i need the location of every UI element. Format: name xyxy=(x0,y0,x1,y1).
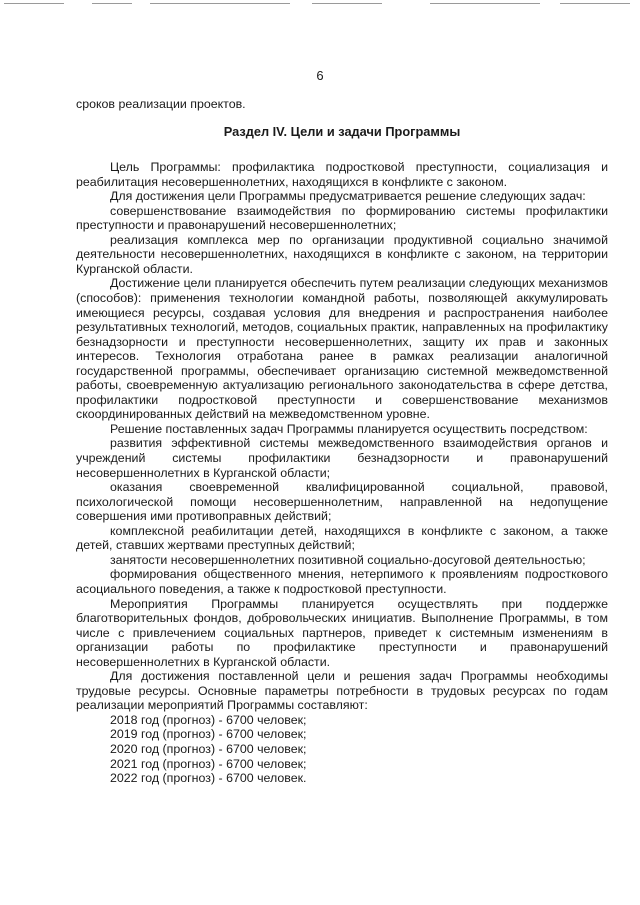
paragraph-measure-2: оказания своевременной квалифицированной социальной, правовой, психологической помощи несовершеннолетним, направленной на недопущение совершения ими противоправных действий; xyxy=(76,480,608,524)
paragraph-labor-resources: Для достижения поставленной цели и решения задач Программы необходимы трудовые ресурсы. Основные параметры потребности в трудовых ресурсах по годам реализации мероприятий Программы составляют: xyxy=(76,669,608,713)
forecast-2018: 2018 год (прогноз) - 6700 человек; xyxy=(110,712,307,727)
paragraph-activities: Мероприятия Программы планируется осуществлять при поддержке благотворительных фондов, добровольческих инициатив. Выполнение Программы, в том числе с привлечением социальных партнеров, приведет к системным изменениям в организации работы по профилактике преступности и правонарушений несовершеннолетних в Курганской области. xyxy=(76,596,608,669)
document-body xyxy=(76,97,608,786)
carryover-text: сроков реализации проектов. xyxy=(76,97,246,111)
forecast-2020: 2020 год (прогноз) - 6700 человек; xyxy=(110,741,307,756)
paragraph-task-2: реализация комплекса мер по организации продуктивной социально значимой деятельности несовершеннолетних, находящихся в конфликте с законом, на территории Курганской области. xyxy=(76,232,608,276)
paragraph-measure-5: формирования общественного мнения, нетерпимого к проявлениям подросткового асоциального поведения, а также к подростковой преступности. xyxy=(76,567,608,596)
section-title: Раздел IV. Цели и задачи Программы xyxy=(223,123,461,139)
paragraph-solution-intro: Решение поставленных задач Программы планируется осуществить посредством: xyxy=(110,421,588,436)
forecast-2021: 2021 год (прогноз) - 6700 человек; xyxy=(110,756,307,771)
forecast-2019: 2019 год (прогноз) - 6700 человек; xyxy=(110,727,307,742)
paragraph-tasks-intro: Для достижения цели Программы предусматривается решение следующих задач: xyxy=(110,189,586,204)
paragraph-task-1: совершенствование взаимодействия по формированию системы профилактики преступности и правонарушений несовершеннолетних; xyxy=(76,203,608,233)
paragraph-measure-3: комплексной реабилитации детей, находящихся в конфликте с законом, а также детей, ставших жертвами преступных действий; xyxy=(76,523,608,553)
paragraph-measure-4: занятости несовершеннолетних позитивной социально-досуговой деятельностью; xyxy=(110,552,586,567)
paragraph-mechanisms: Достижение цели планируется обеспечить путем реализации следующих механизмов (способов): применения технологии командной работы, позволяющей аккумулировать имеющиеся ресурсы, создавая условия для внедрения и распространения наиболее результативных технологий, методов, социальных практик, направленных на профилактику безнадзорности и преступности несовершеннолетних, защиту их прав и законных интересов. Технология отработана ранее в рамках реализации аналогичной государственной программы, обеспечивает организацию системной межведомственной работы, своевременную актуализацию регионального законодательства в сфере детства, профилактики подростковой преступности и совершенствование механизмов скоординированных действий на межведомственном уровне. xyxy=(76,276,608,422)
forecast-2022: 2022 год (прогноз) - 6700 человек. xyxy=(110,771,307,786)
paragraph-goal: Цель Программы: профилактика подростковой преступности, социализация и реабилитация несовершеннолетних, находящихся в конфликте с законом. xyxy=(76,160,608,189)
page-number: 6 xyxy=(316,68,324,83)
scan-edge-artifact xyxy=(0,0,640,8)
paragraph-measure-1: развития эффективной системы межведомственного взаимодействия органов и учреждений системы профилактики безнадзорности и правонарушений несовершеннолетних в Курганской области; xyxy=(76,436,608,480)
